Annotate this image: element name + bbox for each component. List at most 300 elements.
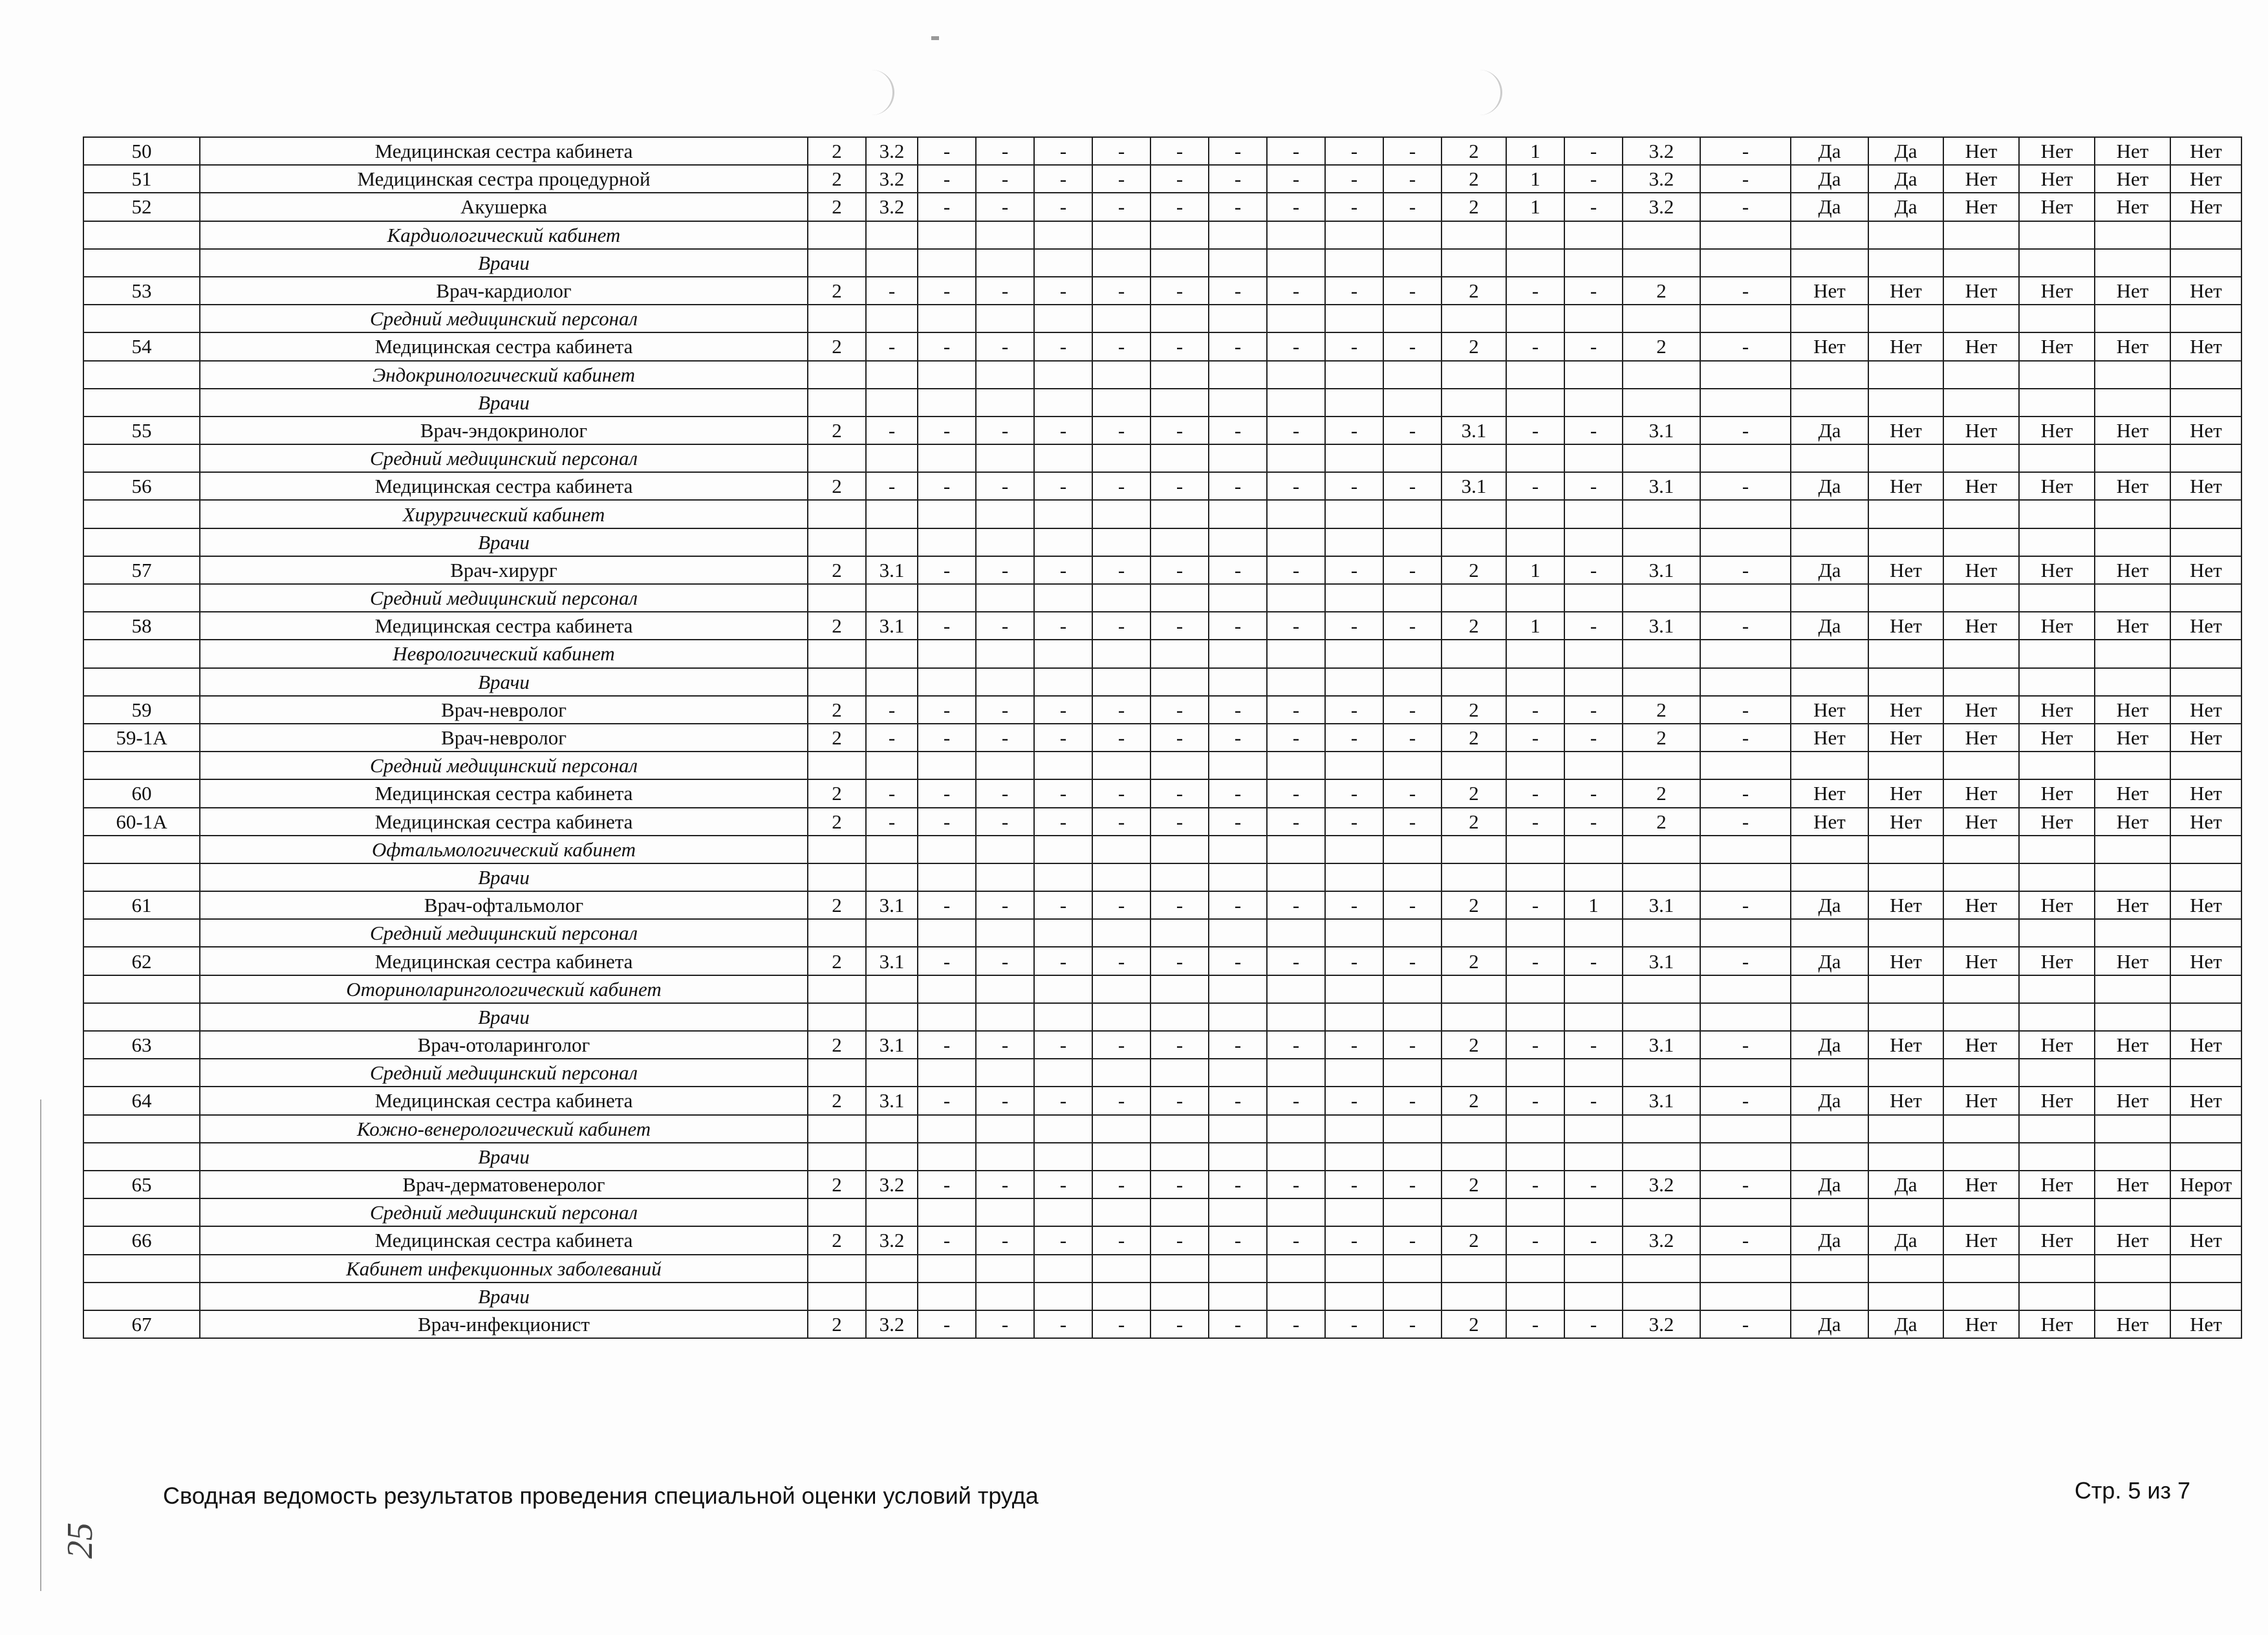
empty-cell bbox=[83, 1003, 200, 1031]
empty-cell bbox=[1267, 249, 1325, 277]
section-row bbox=[83, 1198, 2241, 1226]
value-cell: - bbox=[1150, 1310, 1209, 1338]
value-cell: - bbox=[1092, 1087, 1150, 1114]
value-cell: - bbox=[1209, 193, 1267, 221]
empty-cell bbox=[1868, 836, 1943, 863]
empty-cell bbox=[1506, 1283, 1564, 1310]
empty-cell bbox=[2170, 668, 2241, 696]
empty-cell bbox=[1564, 389, 1623, 417]
section-row bbox=[83, 305, 2241, 332]
empty-cell bbox=[2170, 500, 2241, 528]
value-cell: - bbox=[918, 417, 976, 444]
value-cell: Нет bbox=[2095, 947, 2170, 975]
empty-cell bbox=[808, 528, 866, 556]
value-cell: Нет bbox=[2095, 277, 2170, 305]
empty-cell bbox=[1700, 528, 1791, 556]
empty-cell bbox=[866, 1283, 918, 1310]
value-cell: - bbox=[866, 779, 918, 807]
value-cell: 2 bbox=[808, 472, 866, 500]
empty-cell bbox=[1034, 1115, 1092, 1143]
value-cell: Нет bbox=[1943, 332, 2019, 360]
empty-cell bbox=[1383, 1115, 1442, 1143]
empty-cell bbox=[2170, 1198, 2241, 1226]
section-title-cell: Врачи bbox=[200, 389, 808, 417]
table-row bbox=[83, 193, 2241, 221]
empty-cell bbox=[1868, 1283, 1943, 1310]
row-number-cell: 57 bbox=[83, 556, 200, 584]
empty-cell bbox=[866, 1143, 918, 1171]
value-cell: - bbox=[1564, 277, 1623, 305]
empty-cell bbox=[1623, 1143, 1700, 1171]
value-cell: Нет bbox=[2019, 779, 2095, 807]
value-cell: Да bbox=[1791, 193, 1868, 221]
value-cell: Нет bbox=[1868, 1031, 1943, 1059]
empty-cell bbox=[918, 668, 976, 696]
value-cell: - bbox=[976, 472, 1034, 500]
empty-cell bbox=[1325, 305, 1383, 332]
empty-cell bbox=[2095, 863, 2170, 891]
value-cell: - bbox=[918, 332, 976, 360]
empty-cell bbox=[808, 584, 866, 612]
empty-cell bbox=[2019, 221, 2095, 249]
value-cell: Нет bbox=[2170, 193, 2241, 221]
empty-cell bbox=[1150, 305, 1209, 332]
value-cell: - bbox=[1383, 193, 1442, 221]
table-row bbox=[83, 891, 2241, 919]
value-cell: - bbox=[1700, 332, 1791, 360]
empty-cell bbox=[1943, 668, 2019, 696]
empty-cell bbox=[1943, 1115, 2019, 1143]
value-cell: - bbox=[866, 332, 918, 360]
section-row bbox=[83, 1143, 2241, 1171]
empty-cell bbox=[2095, 221, 2170, 249]
table-row bbox=[83, 137, 2241, 165]
value-cell: - bbox=[1150, 556, 1209, 584]
empty-cell bbox=[1623, 1255, 1700, 1283]
empty-cell bbox=[976, 1143, 1034, 1171]
empty-cell bbox=[1506, 1143, 1564, 1171]
value-cell: 2 bbox=[1442, 193, 1506, 221]
value-cell: Нет bbox=[2170, 332, 2241, 360]
value-cell: - bbox=[976, 1031, 1034, 1059]
value-cell: 2 bbox=[1442, 1310, 1506, 1338]
value-cell: Да bbox=[1868, 1226, 1943, 1254]
empty-cell bbox=[1092, 1198, 1150, 1226]
position-name-cell: Врач-отоларинголог bbox=[200, 1031, 808, 1059]
empty-cell bbox=[1442, 1283, 1506, 1310]
empty-cell bbox=[1209, 249, 1267, 277]
empty-cell bbox=[1267, 836, 1325, 863]
section-row bbox=[83, 221, 2241, 249]
value-cell: 3.1 bbox=[866, 947, 918, 975]
value-cell: - bbox=[1564, 1310, 1623, 1338]
value-cell: Нет bbox=[2095, 556, 2170, 584]
value-cell: - bbox=[1325, 472, 1383, 500]
empty-cell bbox=[1791, 361, 1868, 389]
section-title-cell: Кардиологический кабинет bbox=[200, 221, 808, 249]
empty-cell bbox=[1700, 1003, 1791, 1031]
value-cell: 2 bbox=[1442, 277, 1506, 305]
empty-cell bbox=[83, 1198, 200, 1226]
empty-cell bbox=[1383, 361, 1442, 389]
empty-cell bbox=[808, 1059, 866, 1087]
value-cell: Да bbox=[1791, 417, 1868, 444]
empty-cell bbox=[1092, 1115, 1150, 1143]
empty-cell bbox=[1623, 1283, 1700, 1310]
value-cell: - bbox=[1150, 165, 1209, 193]
table-row bbox=[83, 1171, 2241, 1198]
value-cell: - bbox=[1325, 1031, 1383, 1059]
empty-cell bbox=[1209, 1198, 1267, 1226]
empty-cell bbox=[1325, 528, 1383, 556]
value-cell: Нет bbox=[2095, 724, 2170, 752]
empty-cell bbox=[1564, 1198, 1623, 1226]
empty-cell bbox=[976, 1283, 1034, 1310]
value-cell: Нет bbox=[1868, 417, 1943, 444]
value-cell: - bbox=[1150, 472, 1209, 500]
empty-cell bbox=[1868, 668, 1943, 696]
empty-cell bbox=[2170, 1059, 2241, 1087]
value-cell: - bbox=[1383, 1226, 1442, 1254]
empty-cell bbox=[1506, 1255, 1564, 1283]
empty-cell bbox=[866, 836, 918, 863]
empty-cell bbox=[918, 584, 976, 612]
value-cell: - bbox=[1092, 724, 1150, 752]
empty-cell bbox=[1868, 249, 1943, 277]
value-cell: - bbox=[1267, 1087, 1325, 1114]
value-cell: - bbox=[1564, 612, 1623, 640]
empty-cell bbox=[808, 389, 866, 417]
footer-title: Сводная ведомость результатов проведения специальной оценки условий труда bbox=[163, 1482, 1039, 1509]
value-cell: - bbox=[1209, 417, 1267, 444]
empty-cell bbox=[1943, 221, 2019, 249]
empty-cell bbox=[1092, 444, 1150, 472]
table-row bbox=[83, 1031, 2241, 1059]
empty-cell bbox=[1623, 975, 1700, 1003]
empty-cell bbox=[2095, 249, 2170, 277]
value-cell: Нет bbox=[2170, 277, 2241, 305]
empty-cell bbox=[1868, 1198, 1943, 1226]
empty-cell bbox=[808, 1198, 866, 1226]
value-cell: - bbox=[1150, 277, 1209, 305]
value-cell: - bbox=[918, 779, 976, 807]
value-cell: Нет bbox=[1943, 1031, 2019, 1059]
empty-cell bbox=[2019, 752, 2095, 779]
empty-cell bbox=[918, 1115, 976, 1143]
empty-cell bbox=[2019, 1198, 2095, 1226]
value-cell: - bbox=[1034, 612, 1092, 640]
empty-cell bbox=[808, 221, 866, 249]
empty-cell bbox=[83, 389, 200, 417]
empty-cell bbox=[1791, 221, 1868, 249]
empty-cell bbox=[1943, 975, 2019, 1003]
value-cell: - bbox=[1506, 1087, 1564, 1114]
empty-cell bbox=[1325, 1059, 1383, 1087]
empty-cell bbox=[1700, 1198, 1791, 1226]
empty-cell bbox=[2095, 444, 2170, 472]
empty-cell bbox=[1506, 389, 1564, 417]
empty-cell bbox=[2170, 836, 2241, 863]
position-name-cell: Акушерка bbox=[200, 193, 808, 221]
section-title-cell: Средний медицинский персонал bbox=[200, 919, 808, 947]
empty-cell bbox=[2019, 1255, 2095, 1283]
value-cell: - bbox=[1564, 1171, 1623, 1198]
empty-cell bbox=[808, 1143, 866, 1171]
empty-cell bbox=[1034, 1198, 1092, 1226]
empty-cell bbox=[83, 361, 200, 389]
value-cell: Нет bbox=[1868, 779, 1943, 807]
value-cell: Да bbox=[1791, 612, 1868, 640]
empty-cell bbox=[1150, 361, 1209, 389]
value-cell: Да bbox=[1791, 947, 1868, 975]
empty-cell bbox=[1564, 668, 1623, 696]
empty-cell bbox=[1092, 305, 1150, 332]
value-cell: Нет bbox=[2019, 165, 2095, 193]
value-cell: 3.2 bbox=[866, 1310, 918, 1338]
handwritten-page-number: 25 bbox=[60, 1522, 100, 1559]
empty-cell bbox=[1325, 668, 1383, 696]
value-cell: Нет bbox=[2095, 779, 2170, 807]
empty-cell bbox=[1623, 361, 1700, 389]
value-cell: - bbox=[976, 891, 1034, 919]
row-number-cell: 52 bbox=[83, 193, 200, 221]
empty-cell bbox=[1623, 1003, 1700, 1031]
row-number-cell: 66 bbox=[83, 1226, 200, 1254]
value-cell: - bbox=[1267, 332, 1325, 360]
value-cell: - bbox=[1209, 947, 1267, 975]
empty-cell bbox=[1943, 1003, 2019, 1031]
empty-cell bbox=[1564, 444, 1623, 472]
empty-cell bbox=[1791, 500, 1868, 528]
value-cell: Нет bbox=[2170, 1226, 2241, 1254]
empty-cell bbox=[1034, 528, 1092, 556]
value-cell: Нет bbox=[1943, 891, 2019, 919]
table-row bbox=[83, 947, 2241, 975]
value-cell: 2 bbox=[808, 1031, 866, 1059]
empty-cell bbox=[1383, 500, 1442, 528]
empty-cell bbox=[83, 1059, 200, 1087]
value-cell: 1 bbox=[1506, 165, 1564, 193]
row-number-cell: 59-1А bbox=[83, 724, 200, 752]
empty-cell bbox=[1623, 305, 1700, 332]
value-cell: - bbox=[1209, 779, 1267, 807]
empty-cell bbox=[1209, 752, 1267, 779]
value-cell: - bbox=[1325, 137, 1383, 165]
empty-cell bbox=[808, 919, 866, 947]
empty-cell bbox=[1209, 389, 1267, 417]
empty-cell bbox=[2095, 500, 2170, 528]
empty-cell bbox=[1383, 752, 1442, 779]
value-cell: Нет bbox=[1943, 779, 2019, 807]
empty-cell bbox=[1506, 305, 1564, 332]
empty-cell bbox=[1442, 361, 1506, 389]
value-cell: 2 bbox=[808, 779, 866, 807]
empty-cell bbox=[1564, 528, 1623, 556]
value-cell: Нет bbox=[2095, 1171, 2170, 1198]
empty-cell bbox=[1943, 1059, 2019, 1087]
value-cell: - bbox=[1383, 1031, 1442, 1059]
row-number-cell: 62 bbox=[83, 947, 200, 975]
empty-cell bbox=[1383, 1143, 1442, 1171]
value-cell: Да bbox=[1791, 1171, 1868, 1198]
empty-cell bbox=[1034, 305, 1092, 332]
value-cell: Нет bbox=[1943, 165, 2019, 193]
row-number-cell: 53 bbox=[83, 277, 200, 305]
empty-cell bbox=[1209, 1003, 1267, 1031]
position-name-cell: Медицинская сестра кабинета bbox=[200, 612, 808, 640]
value-cell: - bbox=[1267, 277, 1325, 305]
empty-cell bbox=[1442, 500, 1506, 528]
empty-cell bbox=[1442, 919, 1506, 947]
empty-cell bbox=[1791, 584, 1868, 612]
empty-cell bbox=[976, 1003, 1034, 1031]
empty-cell bbox=[918, 305, 976, 332]
empty-cell bbox=[1325, 752, 1383, 779]
empty-cell bbox=[1383, 1003, 1442, 1031]
value-cell: - bbox=[1325, 277, 1383, 305]
section-row bbox=[83, 1255, 2241, 1283]
value-cell: - bbox=[1209, 891, 1267, 919]
value-cell: 3.2 bbox=[866, 1226, 918, 1254]
value-cell: - bbox=[918, 193, 976, 221]
empty-cell bbox=[1564, 305, 1623, 332]
value-cell: - bbox=[1209, 808, 1267, 836]
value-cell: 2 bbox=[1442, 556, 1506, 584]
empty-cell bbox=[1943, 1283, 2019, 1310]
value-cell: 2 bbox=[1623, 724, 1700, 752]
empty-cell bbox=[866, 389, 918, 417]
empty-cell bbox=[808, 1115, 866, 1143]
empty-cell bbox=[1564, 863, 1623, 891]
value-cell: 2 bbox=[1442, 137, 1506, 165]
empty-cell bbox=[1700, 752, 1791, 779]
value-cell: - bbox=[1209, 1031, 1267, 1059]
value-cell: - bbox=[1564, 472, 1623, 500]
value-cell: Нет bbox=[2170, 696, 2241, 724]
empty-cell bbox=[1868, 1059, 1943, 1087]
value-cell: - bbox=[1700, 277, 1791, 305]
empty-cell bbox=[1506, 668, 1564, 696]
empty-cell bbox=[2019, 1115, 2095, 1143]
empty-cell bbox=[2170, 1115, 2241, 1143]
empty-cell bbox=[1564, 975, 1623, 1003]
value-cell: 2 bbox=[1623, 808, 1700, 836]
empty-cell bbox=[2170, 444, 2241, 472]
table-row bbox=[83, 779, 2241, 807]
value-cell: - bbox=[1150, 779, 1209, 807]
value-cell: - bbox=[866, 696, 918, 724]
empty-cell bbox=[918, 1255, 976, 1283]
value-cell: - bbox=[1383, 556, 1442, 584]
empty-cell bbox=[2170, 863, 2241, 891]
value-cell: - bbox=[1325, 193, 1383, 221]
value-cell: 2 bbox=[1442, 1031, 1506, 1059]
empty-cell bbox=[1150, 1255, 1209, 1283]
empty-cell bbox=[1267, 444, 1325, 472]
value-cell: 3.1 bbox=[1623, 472, 1700, 500]
empty-cell bbox=[866, 528, 918, 556]
value-cell: Нет bbox=[2170, 1087, 2241, 1114]
value-cell: Нет bbox=[2170, 891, 2241, 919]
empty-cell bbox=[1943, 640, 2019, 667]
empty-cell bbox=[1150, 1003, 1209, 1031]
empty-cell bbox=[1791, 836, 1868, 863]
empty-cell bbox=[1034, 500, 1092, 528]
section-row bbox=[83, 1283, 2241, 1310]
empty-cell bbox=[918, 500, 976, 528]
empty-cell bbox=[1034, 668, 1092, 696]
empty-cell bbox=[2019, 919, 2095, 947]
value-cell: - bbox=[1383, 891, 1442, 919]
value-cell: Нет bbox=[1943, 472, 2019, 500]
empty-cell bbox=[1506, 249, 1564, 277]
section-title-cell: Средний медицинский персонал bbox=[200, 1198, 808, 1226]
empty-cell bbox=[83, 863, 200, 891]
value-cell: - bbox=[1383, 1087, 1442, 1114]
empty-cell bbox=[2019, 1143, 2095, 1171]
empty-cell bbox=[2095, 1059, 2170, 1087]
value-cell: 3.1 bbox=[1442, 417, 1506, 444]
empty-cell bbox=[1506, 919, 1564, 947]
empty-cell bbox=[2019, 640, 2095, 667]
value-cell: 2 bbox=[1442, 779, 1506, 807]
value-cell: - bbox=[1700, 1310, 1791, 1338]
value-cell: - bbox=[1506, 947, 1564, 975]
empty-cell bbox=[2095, 668, 2170, 696]
value-cell: - bbox=[1034, 1087, 1092, 1114]
empty-cell bbox=[1209, 1115, 1267, 1143]
value-cell: - bbox=[1092, 472, 1150, 500]
value-cell: Нет bbox=[1791, 277, 1868, 305]
empty-cell bbox=[1943, 444, 2019, 472]
section-row bbox=[83, 975, 2241, 1003]
value-cell: - bbox=[976, 277, 1034, 305]
value-cell: - bbox=[1209, 1226, 1267, 1254]
empty-cell bbox=[866, 221, 918, 249]
row-number-cell: 56 bbox=[83, 472, 200, 500]
value-cell: - bbox=[1267, 1031, 1325, 1059]
value-cell: 3.1 bbox=[866, 1031, 918, 1059]
empty-cell bbox=[1868, 444, 1943, 472]
value-cell: Нет bbox=[1943, 1087, 2019, 1114]
empty-cell bbox=[1868, 500, 1943, 528]
empty-cell bbox=[1150, 221, 1209, 249]
empty-cell bbox=[918, 1198, 976, 1226]
empty-cell bbox=[1209, 640, 1267, 667]
section-title-cell: Врачи bbox=[200, 668, 808, 696]
value-cell: Нет bbox=[1943, 277, 2019, 305]
section-row bbox=[83, 640, 2241, 667]
value-cell: Нет bbox=[1943, 947, 2019, 975]
value-cell: - bbox=[1092, 417, 1150, 444]
empty-cell bbox=[1943, 249, 2019, 277]
value-cell: 2 bbox=[808, 417, 866, 444]
empty-cell bbox=[83, 249, 200, 277]
empty-cell bbox=[1325, 221, 1383, 249]
value-cell: - bbox=[1034, 165, 1092, 193]
empty-cell bbox=[1325, 1198, 1383, 1226]
empty-cell bbox=[2019, 668, 2095, 696]
value-cell: 2 bbox=[1442, 947, 1506, 975]
empty-cell bbox=[1267, 584, 1325, 612]
punch-hole-right bbox=[1474, 70, 1502, 115]
section-title-cell: Врачи bbox=[200, 528, 808, 556]
empty-cell bbox=[83, 836, 200, 863]
section-row bbox=[83, 919, 2241, 947]
empty-cell bbox=[1150, 863, 1209, 891]
empty-cell bbox=[1034, 584, 1092, 612]
value-cell: 3.1 bbox=[1623, 417, 1700, 444]
